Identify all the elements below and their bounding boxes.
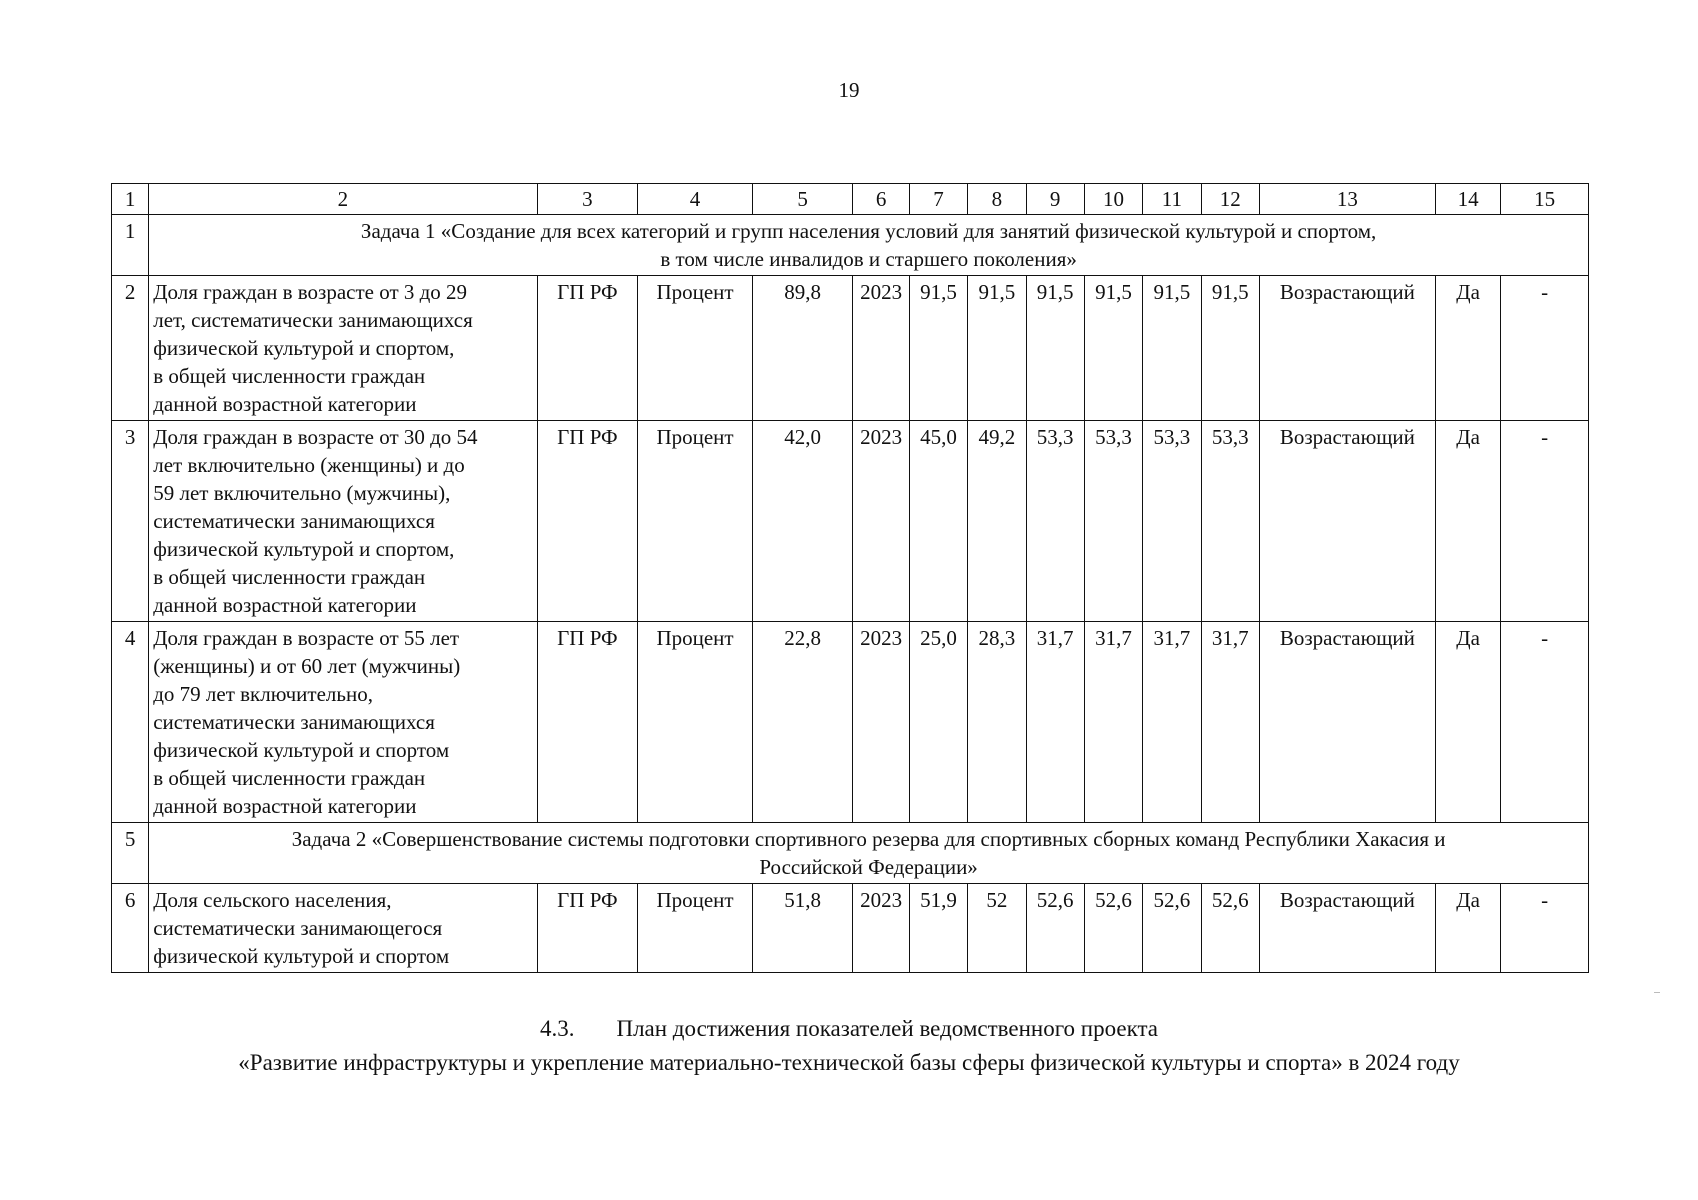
period-value: 91,5 [1143, 276, 1201, 421]
column-number-header: 15 [1501, 184, 1589, 215]
indicator-unit: Процент [638, 276, 753, 421]
period-value: 91,5 [968, 276, 1026, 421]
row-number: 1 [112, 215, 149, 276]
base-year: 2023 [853, 421, 909, 622]
indicator-name-line: 59 лет включительно (мужчины), [153, 481, 451, 505]
period-value: 53,3 [1201, 421, 1259, 622]
task-title [149, 215, 1589, 276]
section-subtitle: «Развитие инфраструктуры и укрепление материально-технической базы сферы физической культуры и спорта» в 2024 году [238, 1050, 1460, 1075]
base-value: 51,8 [752, 884, 853, 973]
note-value: - [1501, 622, 1589, 823]
base-year: 2023 [853, 884, 909, 973]
indicator-source: ГП РФ [537, 622, 638, 823]
indicator-name-line: физической культурой и спортом [153, 944, 450, 968]
section-title-line [0, 1012, 1698, 1046]
indicator-name-line: лет, систематически занимающихся [153, 308, 473, 332]
indicator-source: ГП РФ [537, 421, 638, 622]
row-number: 3 [112, 421, 149, 622]
indicator-name-line: физической культурой и спортом, [153, 336, 455, 360]
indicator-name-line: Доля граждан в возрасте от 30 до 54 [153, 425, 478, 449]
period-value: 52,6 [1084, 884, 1142, 973]
scan-mark [1654, 992, 1660, 993]
period-value: 45,0 [909, 421, 967, 622]
note-value: - [1501, 884, 1589, 973]
indicator-unit: Процент [638, 622, 753, 823]
section-title: План достижения показателей ведомственного проекта [616, 1016, 1159, 1041]
period-value: 31,7 [1026, 622, 1084, 823]
flag-value: Да [1435, 421, 1500, 622]
column-number-header: 3 [537, 184, 638, 215]
indicator-name-line: в общей численности граждан [153, 766, 426, 790]
task-title [149, 823, 1589, 884]
row-number: 6 [112, 884, 149, 973]
indicator-name-line: систематически занимающихся [153, 710, 435, 734]
indicator-name-line: Доля граждан в возрасте от 55 лет [153, 626, 460, 650]
note-value: - [1501, 276, 1589, 421]
base-value: 42,0 [752, 421, 853, 622]
column-number-header: 4 [638, 184, 753, 215]
indicator-name-line: данной возрастной категории [153, 794, 417, 818]
period-value: 91,5 [1026, 276, 1084, 421]
flag-value: Да [1435, 276, 1500, 421]
period-value: 51,9 [909, 884, 967, 973]
column-number-header: 14 [1435, 184, 1500, 215]
column-number-header: 13 [1259, 184, 1435, 215]
indicator-name-line: данной возрастной категории [153, 593, 417, 617]
indicator-name-line: лет включительно (женщины) и до [153, 453, 465, 477]
indicator-unit: Процент [638, 884, 753, 973]
page-number: 19 [838, 78, 860, 102]
column-number-header: 7 [909, 184, 967, 215]
task-row [112, 823, 1589, 884]
period-value: 53,3 [1084, 421, 1142, 622]
row-number: 2 [112, 276, 149, 421]
trend-indicator: Возрастающий [1259, 421, 1435, 622]
base-value: 89,8 [752, 276, 853, 421]
period-value: 91,5 [1084, 276, 1142, 421]
indicator-unit: Процент [638, 421, 753, 622]
column-number-header: 5 [752, 184, 853, 215]
period-value: 91,5 [909, 276, 967, 421]
task-title-line: Задача 1 «Создание для всех категорий и групп населения условий для занятий физической культурой и спортом, [360, 219, 1377, 243]
column-number-header: 9 [1026, 184, 1084, 215]
task-title-line: Российской Федерации» [759, 855, 978, 879]
indicator-name-line: (женщины) и от 60 лет (мужчины) [153, 654, 461, 678]
period-value: 28,3 [968, 622, 1026, 823]
section-number: 4.3. [539, 1016, 575, 1041]
row-number: 5 [112, 823, 149, 884]
period-value: 91,5 [1201, 276, 1259, 421]
indicator-name-line: систематически занимающегося [153, 916, 443, 940]
note-value: - [1501, 421, 1589, 622]
column-number-header: 2 [149, 184, 537, 215]
indicator-row [112, 421, 1589, 622]
task-title-line: в том числе инвалидов и старшего поколения» [660, 247, 1077, 271]
period-value: 25,0 [909, 622, 967, 823]
base-year: 2023 [853, 276, 909, 421]
indicator-row [112, 884, 1589, 973]
indicator-name-line: Доля сельского населения, [153, 888, 392, 912]
indicator-row [112, 622, 1589, 823]
period-value: 52,6 [1026, 884, 1084, 973]
indicator-name [149, 884, 537, 973]
flag-value: Да [1435, 622, 1500, 823]
indicator-row [112, 276, 1589, 421]
period-value: 49,2 [968, 421, 1026, 622]
section-heading [0, 1012, 1698, 1080]
indicator-name-line: в общей численности граждан [153, 565, 426, 589]
column-number-header: 6 [853, 184, 909, 215]
indicator-name-line: физической культурой и спортом [153, 738, 450, 762]
column-number-header: 12 [1201, 184, 1259, 215]
column-number-header: 1 [112, 184, 149, 215]
indicator-name-line: в общей численности граждан [153, 364, 426, 388]
trend-indicator: Возрастающий [1259, 884, 1435, 973]
indicator-source: ГП РФ [537, 884, 638, 973]
row-number: 4 [112, 622, 149, 823]
indicator-name [149, 622, 537, 823]
indicator-name-line: до 79 лет включительно, [153, 682, 373, 706]
period-value: 53,3 [1143, 421, 1201, 622]
period-value: 52 [968, 884, 1026, 973]
period-value: 31,7 [1201, 622, 1259, 823]
indicators-table [111, 183, 1589, 973]
indicator-name-line: систематически занимающихся [153, 509, 435, 533]
trend-indicator: Возрастающий [1259, 276, 1435, 421]
period-value: 53,3 [1026, 421, 1084, 622]
column-number-header: 10 [1084, 184, 1142, 215]
base-value: 22,8 [752, 622, 853, 823]
task-row [112, 215, 1589, 276]
indicator-name [149, 421, 537, 622]
base-year: 2023 [853, 622, 909, 823]
trend-indicator: Возрастающий [1259, 622, 1435, 823]
indicator-name [149, 276, 537, 421]
period-value: 31,7 [1143, 622, 1201, 823]
task-title-line: Задача 2 «Совершенствование системы подготовки спортивного резерва для спортивных сборных команд Республики Хакасия и [291, 827, 1446, 851]
column-number-header: 8 [968, 184, 1026, 215]
flag-value: Да [1435, 884, 1500, 973]
table-header-row [112, 184, 1589, 215]
column-number-header: 11 [1143, 184, 1201, 215]
period-value: 52,6 [1201, 884, 1259, 973]
indicator-name-line: Доля граждан в возрасте от 3 до 29 [153, 280, 468, 304]
indicator-name-line: данной возрастной категории [153, 392, 417, 416]
indicator-source: ГП РФ [537, 276, 638, 421]
indicator-name-line: физической культурой и спортом, [153, 537, 455, 561]
period-value: 52,6 [1143, 884, 1201, 973]
period-value: 31,7 [1084, 622, 1142, 823]
